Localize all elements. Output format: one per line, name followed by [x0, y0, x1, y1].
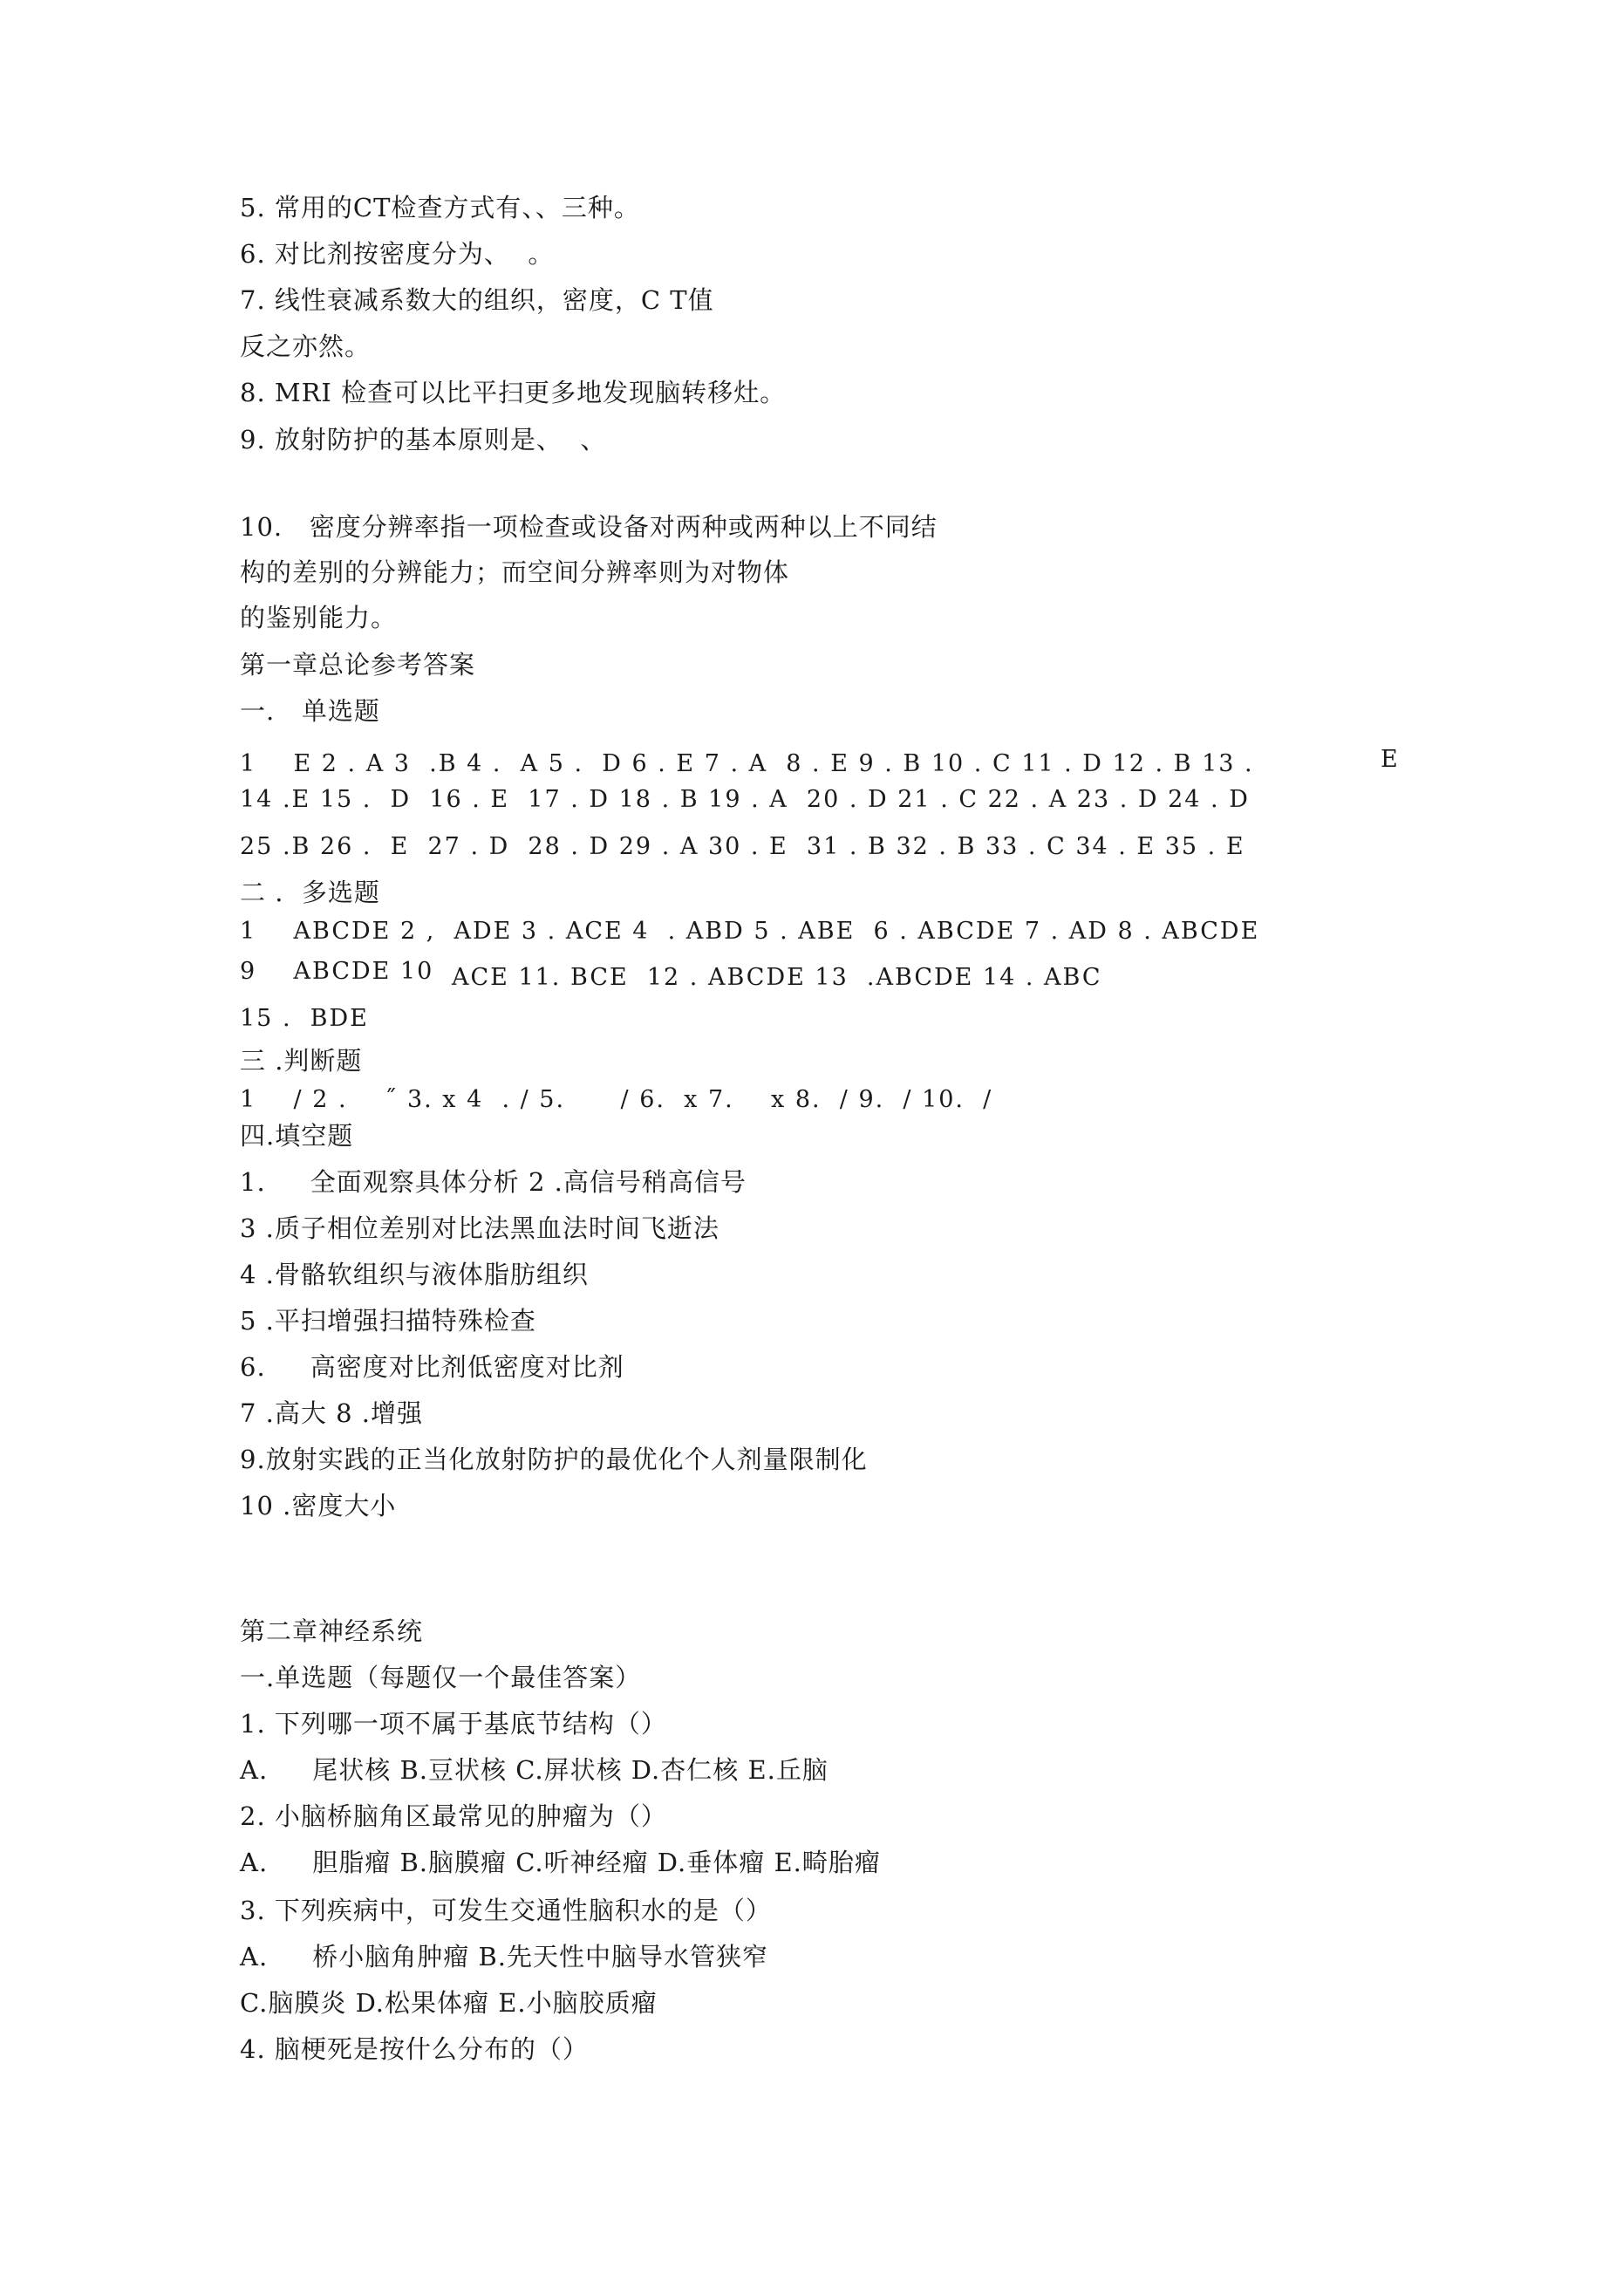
text-line: 反之亦然。	[240, 331, 372, 361]
answer-line: 10 .密度大小	[240, 1491, 397, 1520]
question-line: 1. 下列哪一项不属于基底节结构（）	[240, 1709, 667, 1739]
subsection-heading: 二 . 多选题	[240, 878, 380, 907]
text-line: 5. 常用的CT检查方式有、、三种。	[240, 193, 640, 222]
answer-line: 6. 高密度对比剂低密度对比剂	[240, 1352, 624, 1382]
subsection-heading: 四.填空题	[240, 1121, 354, 1151]
text-line: 8. MRI 检查可以比平扫更多地发现脑转移灶。	[240, 378, 787, 407]
text-line: 9. 放射防护的基本原则是、 、	[240, 425, 607, 454]
question-line: 2. 小脑桥脑角区最常见的肿瘤为（）	[240, 1801, 667, 1831]
question-line: 4. 脑梗死是按什么分布的（）	[240, 2034, 589, 2064]
answer-line: 4 .骨骼软组织与液体脂肪组织	[240, 1260, 589, 1289]
answer-line: 1 / 2 . ˝ 3. x 4 . / 5. / 6. x 7. x 8. / 9. / 10. /	[240, 1086, 993, 1113]
text-line: 的鉴别能力。	[240, 603, 398, 632]
answer-line: ACE 11. BCE 12 . ABCDE 13 .ABCDE 14 . ABC	[452, 964, 1102, 991]
text-line: 7. 线性衰减系数大的组织，密度，C T值	[240, 285, 714, 315]
option-line: C.脑膜炎 D.松果体瘤 E.小脑胶质瘤	[240, 1988, 658, 2018]
answer-line: 1. 全面观察具体分析 2 .高信号稍高信号	[240, 1167, 747, 1197]
answer-line: 14 .E 15 . D 16 . E 17 . D 18 . B 19 . A 20 . D 21 . C 22 . A 23 . D 24 . D	[240, 786, 1250, 813]
answer-line: 25 .B 26 . E 27 . D 28 . D 29 . A 30 . E 31 . B 32 . B 33 . C 34 . E 35 . E	[240, 833, 1245, 860]
text-line: 6. 对比剂按密度分为、 。	[240, 239, 555, 269]
subsection-heading: 三 .判断题	[240, 1046, 363, 1076]
answer-line: 9 ABCDE 10	[240, 958, 434, 985]
answer-line: E	[1381, 746, 1400, 773]
question-line: 3. 下列疾病中，可发生交通性脑积水的是（）	[240, 1896, 772, 1925]
answer-line: 1 ABCDE 2 , ADE 3 . ACE 4 . ABD 5 . ABE 6 . ABCDE 7 . AD 8 . ABCDE	[240, 918, 1260, 945]
answer-line: 15 . BDE	[240, 1005, 369, 1032]
option-line: A. 胆脂瘤 B.脑膜瘤 C.听神经瘤 D.垂体瘤 E.畸胎瘤	[240, 1848, 881, 1877]
text-line: 10. 密度分辨率指一项检查或设备对两种或两种以上不同结	[240, 512, 938, 542]
answer-line: 9.放射实践的正当化放射防护的最优化个人剂量限制化	[240, 1445, 868, 1474]
answer-line: 7 .高大 8 .增强	[240, 1398, 423, 1428]
option-line: A. 尾状核 B.豆状核 C.屏状核 D.杏仁核 E.丘脑	[240, 1755, 829, 1785]
option-line: A. 桥小脑角肿瘤 B.先天性中脑导水管狭窄	[240, 1942, 769, 1971]
section-heading: 第一章总论参考答案	[240, 650, 476, 680]
text-line: 构的差别的分辨能力；而空间分辨率则为对物体	[240, 557, 790, 587]
answer-line: 3 .质子相位差别对比法黑血法时间飞逝法	[240, 1213, 719, 1243]
subsection-heading: 一.单选题（每题仅一个最佳答案）	[240, 1663, 642, 1692]
answer-line: 5 .平扫增强扫描特殊检查	[240, 1306, 536, 1336]
section-heading: 第二章神经系统	[240, 1616, 424, 1646]
subsection-heading: 一. 单选题	[240, 696, 380, 726]
answer-line: 1 E 2 . A 3 .B 4 . A 5 . D 6 . E 7 . A 8 . E 9 . B 10 . C 11 . D 12 . B 13 .	[240, 750, 1254, 777]
